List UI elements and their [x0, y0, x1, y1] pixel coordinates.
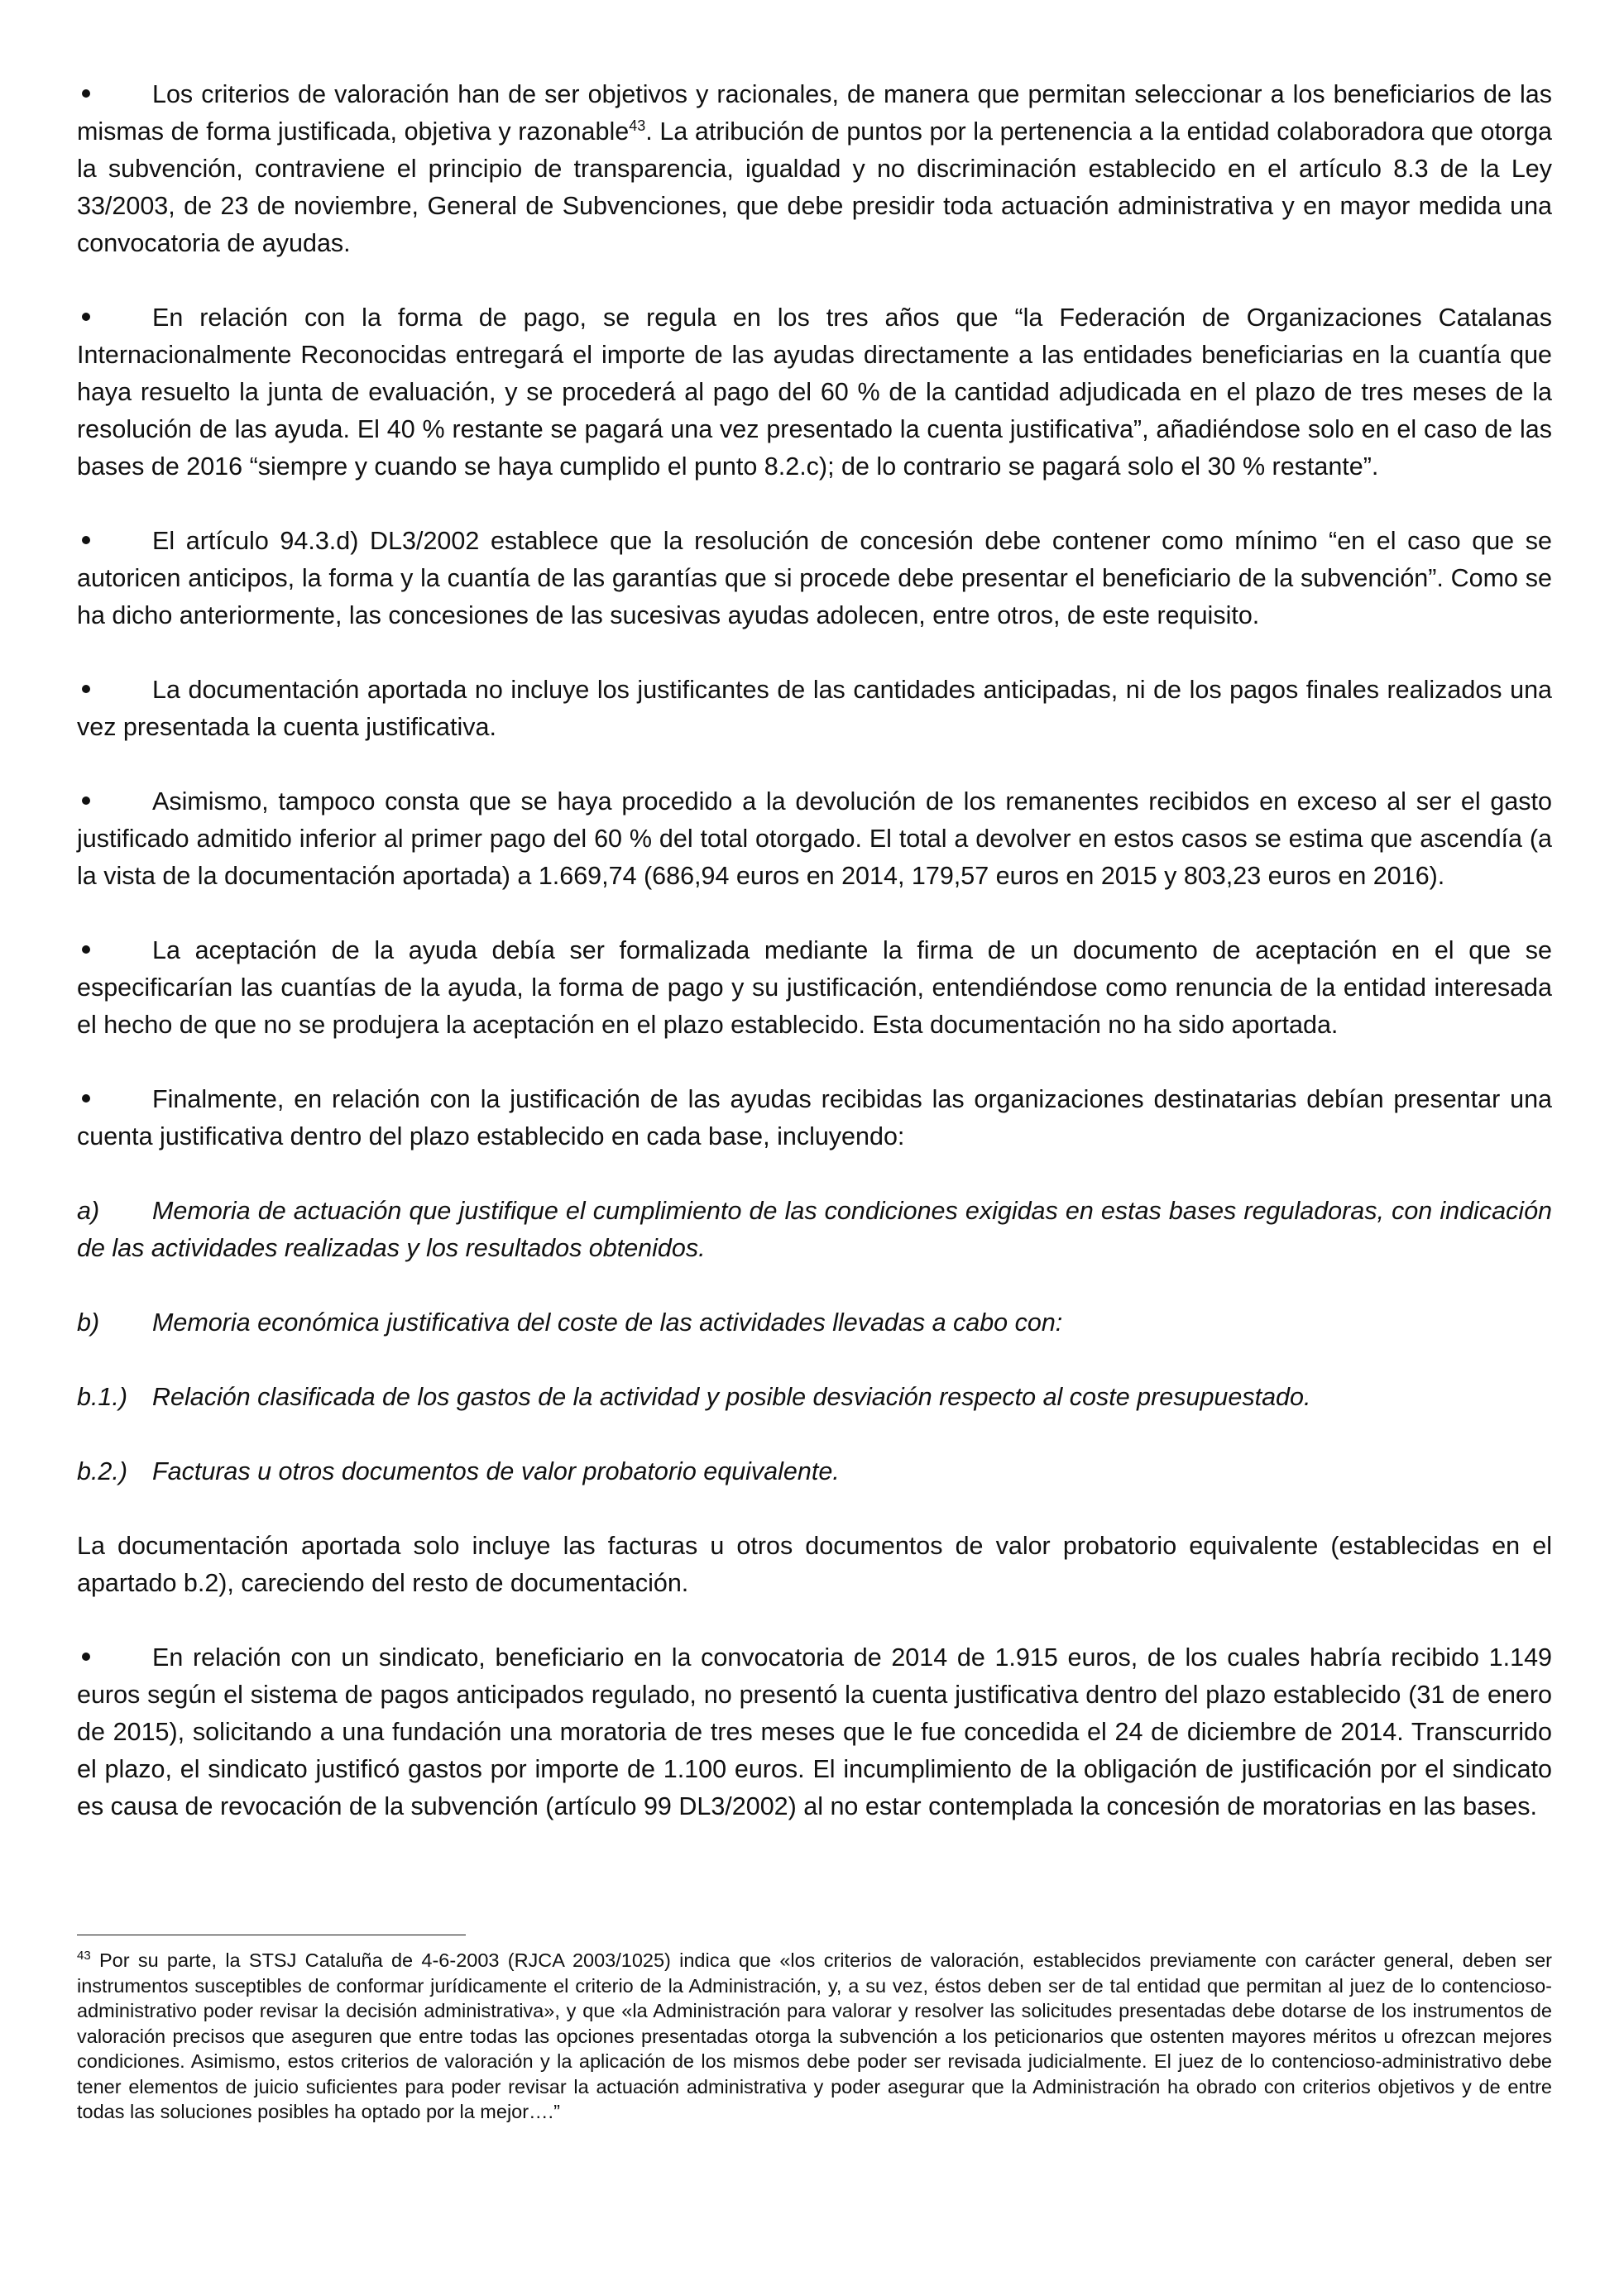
bullet-icon [77, 1081, 152, 1118]
bullet-icon [77, 932, 152, 969]
paragraph-text: Los criterios de valoración han de ser objetivos y racionales, de manera que permitan seleccionar a los beneficiarios de las mismas de forma justificada, objetiva y razonable [77, 80, 1552, 146]
plain-paragraph-documentacion-aportada [77, 1528, 1552, 1602]
paragraph-text: . La atribución de puntos por la pertenencia a la entidad colaboradora que otorga la subvención, contraviene el principio de transparencia, igualdad y no discriminación establecido en el artículo 8.3 de la Ley 33/2003, de 23 de noviembre, General de Subvenciones, que debe presidir toda actuación administrativa y en mayor medida una convocatoria de ayudas. [77, 117, 1552, 257]
list-item-text: Memoria de actuación que justifique el cumplimiento de las condiciones exigidas en estas bases reguladoras, con indicación de las actividades realizadas y los resultados obtenidos. [77, 1197, 1552, 1262]
bullet-icon [77, 76, 152, 113]
list-item-text: Memoria económica justificativa del coste de las actividades llevadas a cabo con: [152, 1308, 1063, 1337]
bullet-icon [77, 1639, 152, 1677]
bullet-paragraph-justificacion [77, 1081, 1552, 1155]
footnote-43 [77, 1948, 1552, 2125]
bullet-paragraph-forma-pago [77, 299, 1552, 486]
paragraph-text: Asimismo, tampoco consta que se haya procedido a la devolución de los remanentes recibidos en exceso al ser el gasto justificado admitido inferior al primer pago del 60 % del total otorgado. El total a devolver en estos casos se estima que ascendía (a la vista de la documentación aportada) a 1.669,74 (686,94 euros en 2014, 179,57 euros en 2015 y 803,23 euros en 2016). [77, 787, 1552, 890]
list-marker: b) [77, 1308, 100, 1337]
bullet-icon [77, 523, 152, 560]
footnote-number: 43 [77, 1949, 91, 1964]
bullet-paragraph-documentacion [77, 672, 1552, 746]
paragraph-text: En relación con un sindicato, beneficiario en la convocatoria de 2014 de 1.915 euros, de los cuales habría recibido 1.149 euros según el sistema de pagos anticipados regulado, no presentó la cuenta justificativa dentro del plazo establecido (31 de enero de 2015), solicitando a una fundación una moratoria de tres meses que le fue concedida el 24 de diciembre de 2014. Transcurrido el plazo, el sindicato justificó gastos por importe de 1.100 euros. El incumplimiento de la obligación de justificación por el sindicato es causa de revocación de la subvención (artículo 99 DL3/2002) al no estar contemplada la concesión de moratorias en las bases. [77, 1643, 1552, 1820]
bullet-paragraph-sindicato [77, 1639, 1552, 1825]
paragraph-text: En relación con la forma de pago, se regula en los tres años que “la Federación de Organizaciones Catalanas Internacionalmente Reconocidas entregará el importe de las ayudas directamente a las entidades beneficiarias en la cuantía que haya resuelto la junta de evaluación, y se procederá al pago del 60 % de la cantidad adjudicada en el plazo de tres meses de la resolución de las ayuda. El 40 % restante se pagará una vez presentado la cuenta justificativa”, añadiéndose solo en el caso de las bases de 2016 “siempre y cuando se haya cumplido el punto 8.2.c); de lo contrario se pagará solo el 30 % restante”. [77, 304, 1552, 481]
list-item-b2 [77, 1453, 1552, 1490]
bullet-icon [77, 299, 152, 337]
list-item-b1 [77, 1379, 1552, 1416]
paragraph-text: La documentación aportada solo incluye las facturas u otros documentos de valor probatorio equivalente (establecidas en el apartado b.2), careciendo del resto de documentación. [77, 1532, 1552, 1597]
list-item-text: Relación clasificada de los gastos de la actividad y posible desviación respecto al coste presupuestado. [152, 1383, 1311, 1411]
list-marker: b.1.) [77, 1383, 128, 1411]
footnote-reference[interactable]: 43 [629, 117, 646, 134]
list-item-b [77, 1304, 1552, 1342]
bullet-paragraph-devolucion [77, 783, 1552, 895]
list-item-a [77, 1193, 1552, 1267]
list-item-text: Facturas u otros documentos de valor probatorio equivalente. [152, 1457, 840, 1485]
bullet-paragraph-criterios [77, 76, 1552, 262]
paragraph-text: El artículo 94.3.d) DL3/2002 establece que la resolución de concesión debe contener como mínimo “en el caso que se autoricen anticipos, la forma y la cuantía de las garantías que si procede debe presentar el beneficiario de la subvención”. Como se ha dicho anteriormente, las concesiones de las sucesivas ayudas adolecen, entre otros, de este requisito. [77, 527, 1552, 629]
bullet-paragraph-aceptacion [77, 932, 1552, 1044]
paragraph-text: La documentación aportada no incluye los justificantes de las cantidades anticipadas, ni de los pagos finales realizados una vez presentada la cuenta justificativa. [77, 676, 1552, 741]
paragraph-text: La aceptación de la ayuda debía ser formalizada mediante la firma de un documento de aceptación en el que se especificarían las cuantías de la ayuda, la forma de pago y su justificación, entendiéndose como renuncia de la entidad interesada el hecho de que no se produjera la aceptación en el plazo establecido. Esta documentación no ha sido aportada. [77, 936, 1552, 1039]
paragraph-text: Finalmente, en relación con la justificación de las ayudas recibidas las organizaciones destinatarias debían presentar una cuenta justificativa dentro del plazo establecido en cada base, incluyendo: [77, 1085, 1552, 1150]
list-marker: b.2.) [77, 1457, 128, 1485]
footnote-text: Por su parte, la STSJ Cataluña de 4-6-2003 (RJCA 2003/1025) indica que «los criterios de valoración, establecidos previamente con carácter general, deben ser instrumentos susceptibles de conformar jurídicamente el criterio de la Administración, y, a su vez, éstos deben ser de tal entidad que permitan al juez de lo contencioso-administrativo poder revisar la decisión administrativa», y que «la Administración para valorar y resolver las solicitudes presentadas debe dotarse de los instrumentos de valoración precisos que aseguren que entre todas las opciones presentadas otorga la subvención a los peticionarios que ostenten mayores méritos u ofrezcan mejores condiciones. Asimismo, estos criterios de valoración y la aplicación de los mismos debe poder ser revisada judicialmente. El juez de lo contencioso-administrativo debe tener elementos de juicio suficientes para poder revisar la actuación administrativa y poder asegurar que la Administración ha obrado con criterios objetivos y de entre todas las soluciones posibles ha optado por la mejor….” [77, 1949, 1552, 2122]
list-marker: a) [77, 1197, 100, 1225]
bullet-icon [77, 672, 152, 709]
bullet-paragraph-articulo-94 [77, 523, 1552, 634]
document-body [77, 76, 1552, 1863]
bullet-icon [77, 783, 152, 820]
